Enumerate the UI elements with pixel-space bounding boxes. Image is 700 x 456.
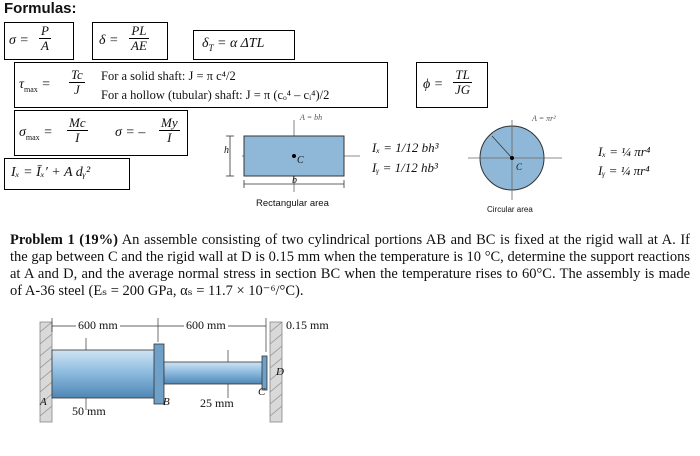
- dim-length-ab: 600 mm: [78, 318, 118, 332]
- thermal-delta: δ: [202, 36, 209, 51]
- dim-diameter-ab: 50 mm: [72, 404, 106, 418]
- rect-caption: Rectangular area: [256, 198, 329, 209]
- tau-denominator: J: [74, 82, 80, 97]
- flexure-lhs: σ = –: [115, 125, 146, 140]
- twist-lhs: ϕ =: [423, 77, 444, 92]
- stress-fraction: [39, 24, 51, 53]
- twist-numerator: TL: [455, 67, 470, 82]
- stress-numerator: P: [41, 23, 49, 38]
- rect-b-label: b: [292, 175, 297, 186]
- problem-statement: [10, 232, 690, 300]
- deform-fraction: [129, 24, 149, 53]
- formula-box-thermal: [193, 30, 295, 60]
- thermal-sub: T: [208, 42, 214, 53]
- tau-sub: max: [24, 84, 38, 94]
- dim-length-bc: 600 mm: [186, 318, 226, 332]
- label-a: A: [40, 396, 47, 408]
- formula-box-torsion: [14, 62, 388, 108]
- solid-shaft-text: For a solid shaft: J = π c⁴/2: [101, 69, 236, 83]
- sigma-symbol: σ: [19, 125, 26, 140]
- flexure-denominator: I: [167, 130, 172, 145]
- circ-area-label: A = πr²: [532, 114, 556, 123]
- rect-c-label: C: [297, 155, 304, 166]
- problem-text: An assemble consisting of two cylindrical portions AB and BC is fixed at the rigid wall at A. If the gap between C and the rigid wall at D is 0.15 mm when the temperature is 10 °C, determine the support reactions at A and D, and the average normal stress in section BC when the temperature rises to 60°C. The assembly is made of A-36 steel (Eₛ = 200 GPa, αₛ = 11.7 × 10⁻⁶/°C).: [10, 232, 690, 299]
- rect-iy: Iᵧ = 1/12 hb³: [372, 160, 438, 175]
- circular-area-figure: [462, 118, 572, 204]
- sigma-max-numerator: Mc: [69, 115, 86, 130]
- deform-numerator: PL: [131, 23, 147, 38]
- formula-box-bending: [14, 110, 188, 156]
- twist-fraction: [453, 68, 472, 97]
- label-d: D: [276, 366, 284, 378]
- tau-lhs: $\tau_{max}$ =: [19, 77, 51, 94]
- thermal-formula: [202, 36, 264, 53]
- flexure-fraction: [159, 116, 180, 145]
- twist-denominator: JG: [455, 82, 471, 97]
- stress-lhs: σ =: [9, 33, 29, 48]
- stress-denominator: A: [41, 38, 49, 53]
- formula-box-twist: [416, 62, 488, 108]
- dim-gap: 0.15 mm: [286, 318, 329, 332]
- rect-ix: Iₓ = 1/12 bh³: [372, 140, 439, 155]
- assembly-figure: [30, 312, 330, 452]
- hollow-shaft-text: For a hollow (tubular) shaft: J = π (cₒ⁴ – cᵢ⁴)/2: [101, 88, 330, 102]
- tau-numerator: Tc: [71, 67, 83, 82]
- tau-symbol: τ: [19, 77, 25, 92]
- deform-denominator: AE: [131, 38, 147, 53]
- sigma-max-lhs: $\sigma_{max}$ =: [19, 125, 53, 142]
- parallel-axis-formula: Iₓ = Īₓ′ + A dᵧ²: [11, 165, 91, 180]
- circ-iy: Iᵧ = ¼ πr⁴: [598, 163, 650, 178]
- circ-caption: Circular area: [487, 205, 533, 214]
- formula-box-parallel-axis: [4, 158, 130, 190]
- circ-ix: Iₓ = ¼ πr⁴: [598, 144, 651, 159]
- label-c: C: [258, 386, 266, 398]
- flexure-numerator: My: [161, 115, 178, 130]
- formula-box-deformation: [92, 22, 168, 60]
- deform-lhs: δ =: [99, 33, 119, 48]
- label-b: B: [163, 396, 170, 408]
- tau-fraction: [69, 68, 85, 97]
- dim-diameter-bc: 25 mm: [200, 396, 234, 410]
- thermal-rhs: = α ΔTL: [217, 36, 265, 51]
- sigma-max-denominator: I: [75, 130, 80, 145]
- sigma-max-fraction: [67, 116, 88, 145]
- rect-area-label: A = bh: [300, 113, 323, 122]
- circ-c-label: C: [516, 162, 523, 172]
- problem-label: Problem 1 (19%): [10, 232, 118, 248]
- rect-h-label: h: [224, 145, 229, 156]
- formula-box-stress: [4, 22, 74, 60]
- sigma-sub: max: [25, 132, 40, 142]
- formulas-title: Formulas:: [4, 0, 77, 17]
